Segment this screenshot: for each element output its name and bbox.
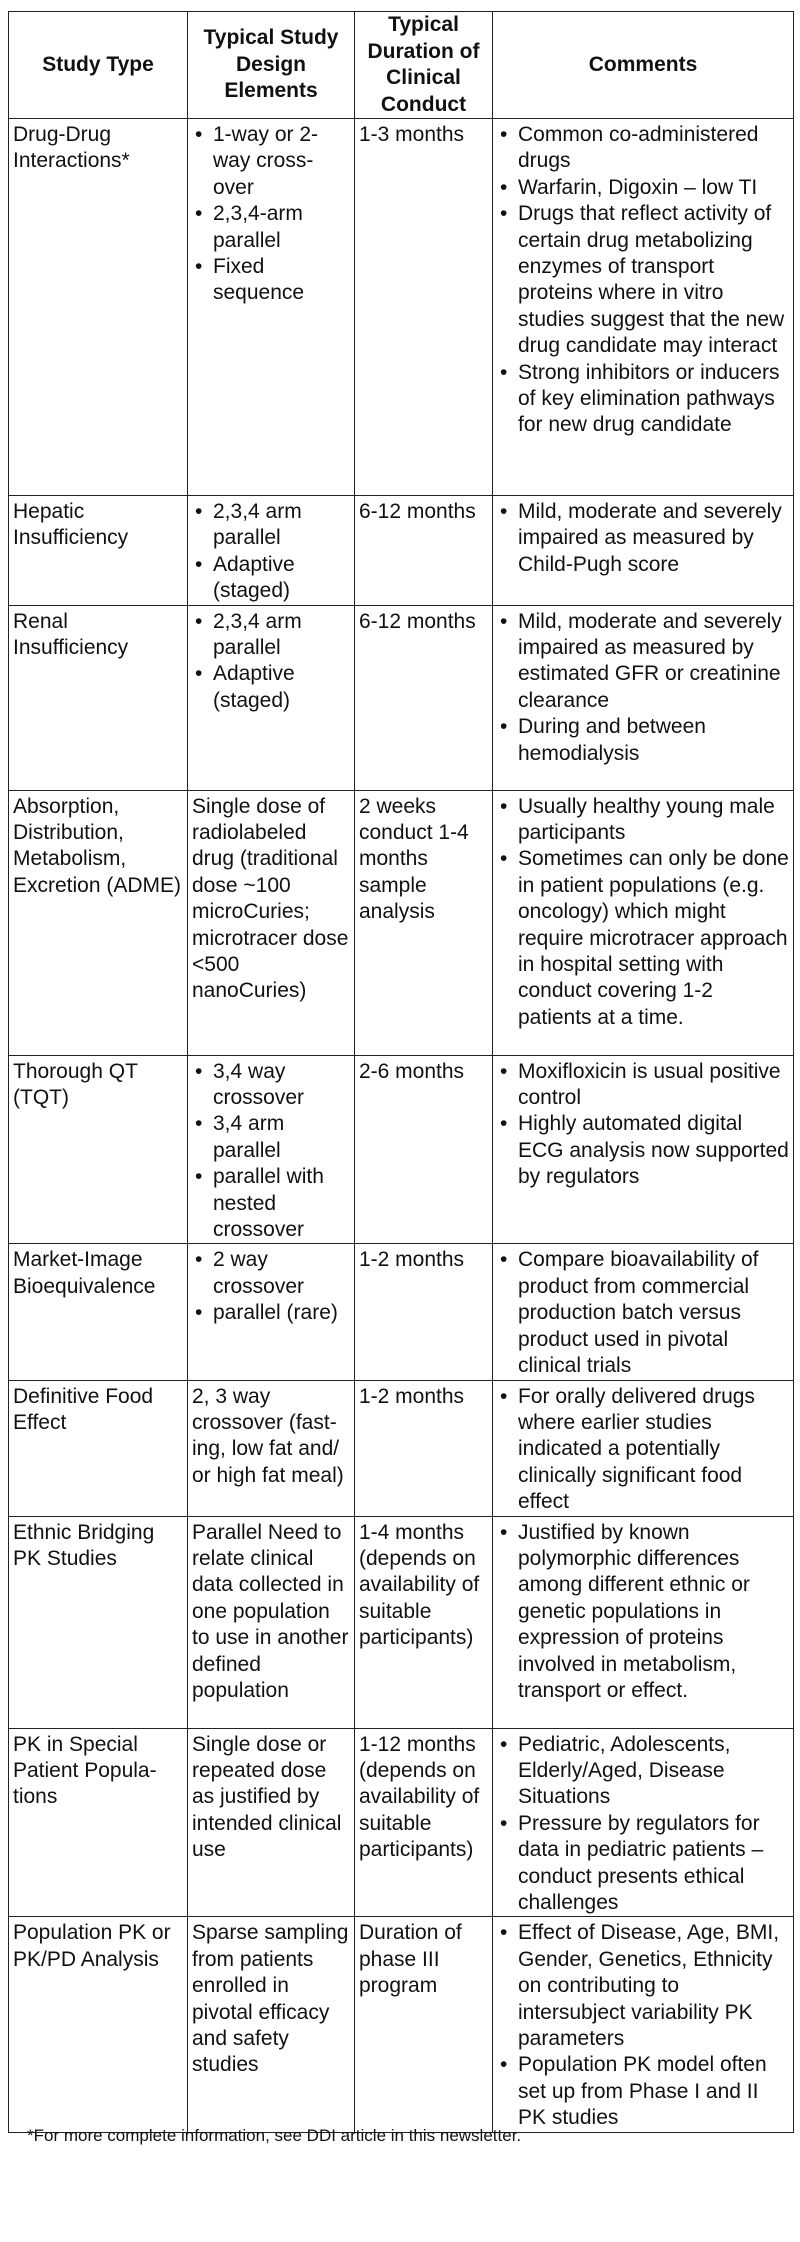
- comments-cell: [493, 605, 794, 790]
- bullet-text: 3,4 way crossover: [213, 1059, 305, 1110]
- comments-cell: [493, 790, 794, 1055]
- bullet-item: [497, 201, 789, 359]
- bullet-text: parallel (rare): [213, 1301, 338, 1325]
- table-row: [9, 1516, 794, 1728]
- design-cell: Single dose of radiolabeled drug (traditional dose ~100 microCuries; microtracer dose <500 nanoCuries): [188, 790, 355, 1055]
- header-study-type: Study Type: [9, 12, 188, 119]
- bullet-item: [497, 846, 789, 1031]
- bullet-item: [497, 794, 789, 847]
- bullet-item: [192, 661, 350, 714]
- bullet-item: [192, 1300, 350, 1326]
- duration-cell: 2 weeks conduct 1-4 months sample analysis: [355, 790, 493, 1055]
- design-cell: [188, 605, 355, 790]
- table-row: [9, 496, 794, 606]
- comments-cell: [493, 1917, 794, 2132]
- bullet-icon: •: [195, 202, 203, 226]
- header-comments: Comments: [493, 12, 794, 119]
- study-types-table: [8, 11, 794, 2133]
- study-type-cell: Absorption, Distribution, Metabolism, Excretion (ADME): [9, 790, 188, 1055]
- bullet-icon: •: [500, 1248, 508, 1272]
- table-row: [9, 1380, 794, 1516]
- bullet-icon: •: [500, 1112, 508, 1136]
- bullet-item: [497, 360, 789, 439]
- bullet-item: [497, 1247, 789, 1379]
- bullet-text: Warfarin, Digoxin – low TI: [518, 175, 758, 199]
- bullet-text: Usually healthy young male participants: [518, 794, 775, 845]
- bullet-text: Highly automated digital ECG analysis now supported by regulators: [518, 1112, 789, 1189]
- bullet-text: During and between hemodialysis: [518, 715, 706, 765]
- comments-cell: [493, 119, 794, 496]
- bullet-text: Strong inhibitors or inducers of key elimination pathways for new drug candidate: [518, 360, 780, 437]
- bullet-text: Justified by known polymorphic differences among different ethnic or genetic populations in expression of proteins involved in metabolism, transport or effect.: [518, 1520, 750, 1702]
- bullet-icon: •: [195, 1059, 203, 1083]
- bullet-item: [192, 1059, 350, 1112]
- bullet-item: [497, 499, 789, 578]
- duration-cell: 6-12 months: [355, 496, 493, 606]
- bullet-text: Pediatric, Adolescents, Elderly/Aged, Disease Situations: [518, 1732, 731, 1809]
- bullet-icon: •: [195, 552, 203, 576]
- table-row: [9, 1055, 794, 1244]
- duration-cell: 1-12 months (depends on availability of suitable participants): [355, 1728, 493, 1917]
- bullet-icon: •: [500, 1059, 508, 1083]
- study-type-cell: Ethnic Bridging PK Studies: [9, 1516, 188, 1728]
- study-type-cell: Renal Insufficiency: [9, 605, 188, 790]
- bullet-text: 2 way crossover: [213, 1248, 305, 1298]
- bullet-item: [497, 609, 789, 715]
- header-row: [9, 12, 794, 119]
- bullet-icon: •: [195, 1301, 203, 1325]
- comments-cell: [493, 1380, 794, 1516]
- bullet-text: Mild, moderate and severely impaired as measured by estimated GFR or creatinine clearance: [518, 609, 782, 712]
- bullet-item: [497, 1059, 789, 1112]
- bullet-icon: •: [500, 1384, 508, 1408]
- bullet-item: [192, 1111, 350, 1164]
- bullet-icon: •: [500, 1732, 508, 1756]
- bullet-text: Population PK model often set up from Phase I and II PK studies: [518, 2053, 767, 2130]
- design-cell: [188, 119, 355, 496]
- bullet-item: [497, 1111, 789, 1190]
- bullet-text: Fixed sequence: [213, 255, 305, 305]
- bullet-icon: •: [195, 1165, 203, 1189]
- duration-cell: 6-12 months: [355, 605, 493, 790]
- bullet-text: For orally delivered drugs where earlier studies indicated a potentially clinically significant food effect: [518, 1384, 755, 1514]
- bullet-icon: •: [500, 202, 508, 226]
- bullet-text: 2,3,4 arm parallel: [213, 609, 302, 660]
- bullet-item: [497, 1920, 789, 2052]
- study-type-cell: Population PK or PK/PD Analysis: [9, 1917, 188, 2132]
- study-type-cell: Market-Image Bioequivalence: [9, 1244, 188, 1380]
- study-type-cell: Thorough QT (TQT): [9, 1055, 188, 1244]
- bullet-item: [497, 714, 789, 767]
- duration-cell: 1-2 months: [355, 1244, 493, 1380]
- comments-cell: [493, 1244, 794, 1380]
- bullet-text: 2,3,4 arm parallel: [213, 500, 302, 550]
- bullet-icon: •: [500, 847, 508, 871]
- comments-cell: [493, 1728, 794, 1917]
- design-cell: Single dose or repeated dose as justified by intended clinical use: [188, 1728, 355, 1917]
- bullet-item: [192, 254, 350, 307]
- duration-cell: 1-2 months: [355, 1380, 493, 1516]
- study-type-cell: Definitive Food Effect: [9, 1380, 188, 1516]
- bullet-text: 2,3,4-arm parallel: [213, 202, 303, 252]
- table-row: [9, 790, 794, 1055]
- bullet-icon: •: [500, 609, 508, 633]
- bullet-item: [192, 499, 350, 552]
- bullet-item: [192, 552, 350, 605]
- bullet-icon: •: [500, 1520, 508, 1544]
- bullet-text: Effect of Disease, Age, BMI, Gender, Genetics, Ethnicity on contributing to intersubject variability PK parameters: [518, 1921, 780, 2050]
- design-cell: Parallel Need to relate clinical data collected in one population to use in another defined population: [188, 1516, 355, 1728]
- bullet-icon: •: [500, 715, 508, 739]
- bullet-item: [497, 2052, 789, 2131]
- bullet-icon: •: [195, 609, 203, 633]
- header-design: Typical Study Design Elements: [188, 12, 355, 119]
- duration-cell: 1-4 months (depends on availability of suitable participants): [355, 1516, 493, 1728]
- design-cell: [188, 1055, 355, 1244]
- table-row: [9, 1728, 794, 1917]
- study-type-cell: PK in Special Patient Popula-tions: [9, 1728, 188, 1917]
- bullet-item: [497, 1520, 789, 1705]
- bullet-text: Drugs that reflect activity of certain drug metabolizing enzymes of transport proteins where in vitro studies suggest that the new drug candidate may interact: [518, 202, 785, 358]
- design-cell: [188, 1244, 355, 1380]
- bullet-item: [497, 1384, 789, 1516]
- bullet-text: Adaptive (staged): [213, 552, 295, 603]
- bullet-item: [192, 122, 350, 201]
- bullet-text: Mild, moderate and severely impaired as measured by Child-Pugh score: [518, 500, 782, 576]
- bullet-text: Compare bioavailability of product from commercial production batch versus product used in pivotal clinical trials: [518, 1248, 759, 1378]
- bullet-item: [192, 609, 350, 662]
- footnote: *For more complete information, see DDI article in this newsletter.: [27, 2126, 522, 2145]
- bullet-icon: •: [195, 1112, 203, 1136]
- bullet-item: [192, 201, 350, 254]
- design-cell: [188, 496, 355, 606]
- study-type-cell: Hepatic Insufficiency: [9, 496, 188, 606]
- bullet-icon: •: [500, 175, 508, 199]
- bullet-item: [497, 122, 789, 175]
- design-cell: 2, 3 way crossover (fast-ing, low fat and/ or high fat meal): [188, 1380, 355, 1516]
- bullet-icon: •: [500, 360, 508, 384]
- bullet-text: Sometimes can only be done in patient populations (e.g. oncology) which might require microtracer approach in hospital setting with conduct covering 1-2 patients at a time.: [518, 847, 789, 1029]
- duration-cell: 1-3 months: [355, 119, 493, 496]
- bullet-item: [497, 1732, 789, 1811]
- bullet-item: [497, 175, 789, 201]
- study-type-cell: Drug-Drug Interactions*: [9, 119, 188, 496]
- duration-cell: Duration of phase III program: [355, 1917, 493, 2132]
- design-cell: Sparse sampling from patients enrolled in pivotal efficacy and safety studies: [188, 1917, 355, 2132]
- bullet-icon: •: [500, 500, 508, 523]
- comments-cell: [493, 496, 794, 606]
- bullet-text: Pressure by regulators for data in pediatric patients – conduct presents ethical challenges: [518, 1811, 764, 1914]
- table-row: [9, 119, 794, 496]
- bullet-text: Moxifloxicin is usual positive control: [518, 1059, 781, 1110]
- duration-cell: 2-6 months: [355, 1055, 493, 1244]
- bullet-icon: •: [500, 1921, 508, 1945]
- bullet-text: 1-way or 2-way cross-over: [213, 123, 319, 199]
- bullet-icon: •: [195, 500, 203, 523]
- comments-cell: [493, 1516, 794, 1728]
- table-row: [9, 605, 794, 790]
- bullet-text: 3,4 arm parallel: [213, 1112, 285, 1162]
- bullet-text: Adaptive (staged): [213, 662, 295, 712]
- header-duration: Typical Duration of Clinical Conduct: [355, 12, 493, 119]
- bullet-icon: •: [500, 123, 508, 146]
- bullet-icon: •: [195, 1248, 203, 1272]
- table-row: [9, 1917, 794, 2132]
- bullet-icon: •: [195, 662, 203, 686]
- bullet-icon: •: [195, 123, 203, 146]
- bullet-icon: •: [195, 255, 203, 279]
- bullet-icon: •: [500, 1811, 508, 1835]
- comments-cell: [493, 1055, 794, 1244]
- bullet-text: Common co-administered drugs: [518, 123, 759, 173]
- bullet-icon: •: [500, 794, 508, 818]
- bullet-item: [497, 1811, 789, 1917]
- table-row: [9, 1244, 794, 1380]
- bullet-item: [192, 1164, 350, 1243]
- bullet-text: parallel with nested crossover: [213, 1165, 324, 1242]
- bullet-icon: •: [500, 2053, 508, 2077]
- bullet-item: [192, 1247, 350, 1300]
